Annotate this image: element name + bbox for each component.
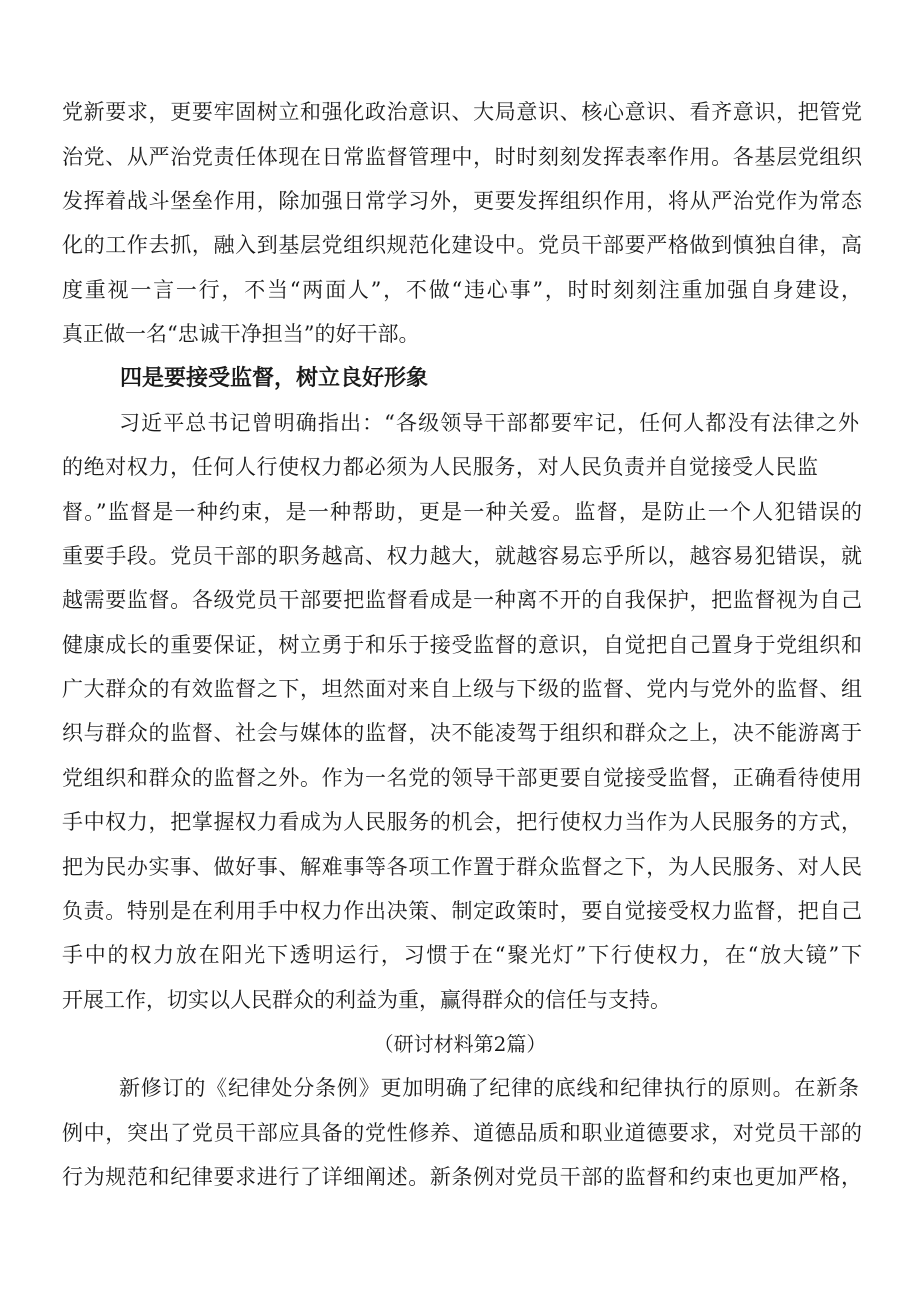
paragraph-line: 手中的权力放在阳光下透明运行，习惯于在“聚光灯”下行使权力，在“放大镜”下: [62, 943, 862, 967]
paragraph-line: 手中权力，把掌握权力看成为人民服务的机会，把行使权力当作为人民服务的方式，: [62, 810, 862, 834]
paragraph-line: 督。”监督是一种约束，是一种帮助，更是一种关爱。监督，是防止一个人犯错误的: [62, 500, 862, 524]
paragraph-line: 化的工作去抓，融入到基层党组织规范化建设中。党员干部要严格做到慎独自律，高: [62, 233, 862, 257]
paragraph-line: 党新要求，更要牢固树立和强化政治意识、大局意识、核心意识、看齐意识，把管党: [62, 100, 862, 124]
paragraph-line: 真正做一名“忠诚干净担当”的好干部。: [62, 322, 420, 346]
section-heading: 四是要接受监督，树立良好形象: [120, 366, 429, 391]
paragraph-line: 党组织和群众的监督之外。作为一名党的领导干部更要自觉接受监督，正确看待使用: [62, 766, 862, 790]
paragraph-line: 负责。特别是在利用手中权力作出决策、制定政策时，要自觉接受权力监督，把自己: [62, 899, 862, 923]
paragraph-line: 开展工作，切实以人民群众的利益为重，赢得群众的信任与支持。: [62, 988, 671, 1012]
section-title: （研讨材料第2篇）: [373, 1032, 547, 1056]
paragraph-line: 新修订的《纪律处分条例》更加明确了纪律的底线和纪律执行的原则。在新条: [119, 1076, 859, 1100]
paragraph-line: 度重视一言一行，不当“两面人”，不做“违心事”，时时刻刻注重加强自身建设，: [62, 278, 862, 302]
paragraph-line: 广大群众的有效监督之下，坦然面对来自上级与下级的监督、党内与党外的监督、组: [62, 677, 862, 701]
paragraph-line: 健康成长的重要保证，树立勇于和乐于接受监督的意识，自觉把自己置身于党组织和: [62, 633, 862, 657]
paragraph-line: 习近平总书记曾明确指出：“各级领导干部都要牢记，任何人都没有法律之外: [119, 411, 859, 435]
paragraph-line: 织与群众的监督、社会与媒体的监督，决不能凌驾于组织和群众之上，决不能游离于: [62, 721, 862, 745]
paragraph-line: 行为规范和纪律要求进行了详细阐述。新条例对党员干部的监督和约束也更加严格，: [62, 1165, 862, 1189]
paragraph-line: 重要手段。党员干部的职务越高、权力越大，就越容易忘乎所以，越容易犯错误，就: [62, 544, 862, 568]
paragraph-line: 治党、从严治党责任体现在日常监督管理中，时时刻刻发挥表率作用。各基层党组织: [62, 145, 862, 169]
paragraph-line: 发挥着战斗堡垒作用，除加强日常学习外，更要发挥组织作用，将从严治党作为常态: [62, 189, 862, 213]
paragraph-line: 的绝对权力，任何人行使权力都必须为人民服务，对人民负责并自觉接受人民监: [62, 455, 818, 479]
paragraph-line: 把为民办实事、做好事、解难事等各项工作置于群众监督之下，为人民服务、对人民: [62, 855, 862, 879]
paragraph-line: 例中，突出了党员干部应具备的党性修养、道德品质和职业道德要求，对党员干部的: [62, 1121, 862, 1145]
paragraph-line: 越需要监督。各级党员干部要把监督看成是一种离不开的自我保护，把监督视为自己: [62, 588, 862, 612]
